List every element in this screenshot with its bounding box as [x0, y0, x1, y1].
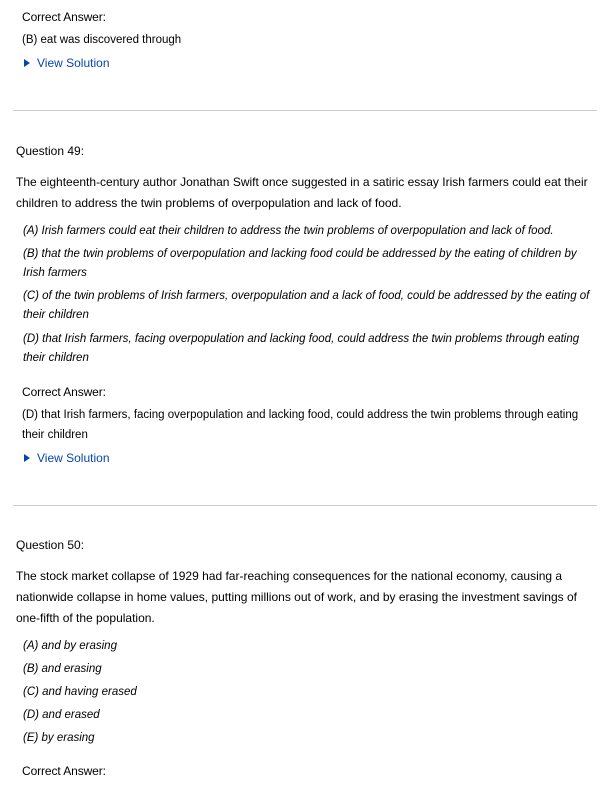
q49-stem: The eighteenth-century author Jonathan Swift once suggested in a satiric essay Irish farmers could eat their children to address the twin problems of overpopulation and lack of food. — [16, 175, 588, 210]
q48-view-solution-toggle[interactable] — [24, 56, 110, 70]
q49-correct-answer-text: (D) that Irish farmers, facing overpopulation and lacking food, could address the twin problems through eating their children — [22, 409, 579, 441]
q50-title: Question 50: — [16, 538, 85, 552]
section-divider — [13, 110, 597, 111]
q48-correct-answer-label: Correct Answer: — [22, 10, 106, 24]
q50-stem: The stock market collapse of 1929 had far-reaching consequences for the national economy, causing a nationwide collapse in home values, putting millions out of work, and by erasing the investment savings of one-fifth of the population. — [16, 569, 577, 625]
q48-view-solution-label: View Solution — [37, 56, 110, 70]
q49-option-d[interactable]: (D) that Irish farmers, facing overpopulation and lacking food, could address the twin problems through eating their children — [23, 333, 580, 364]
q49-option-b[interactable]: (B) that the twin problems of overpopulation and lacking food could be addressed by the eating of children by Irish farmers — [23, 248, 577, 279]
q49-view-solution-toggle[interactable] — [24, 451, 110, 465]
q50-option-e[interactable]: (E) by erasing — [23, 732, 95, 744]
q49-correct-answer-label: Correct Answer: — [22, 385, 106, 399]
q50-option-b[interactable]: (B) and erasing — [23, 663, 102, 675]
q50-option-a[interactable]: (A) and by erasing — [23, 640, 117, 652]
q49-option-c[interactable]: (C) of the twin problems of Irish farmers, overpopulation and a lack of food, could be addressed by the eating of their children — [23, 290, 590, 321]
q50-option-c[interactable]: (C) and having erased — [23, 686, 137, 698]
q50-correct-answer-label: Correct Answer: — [22, 764, 106, 778]
q49-option-a[interactable]: (A) Irish farmers could eat their children to address the twin problems of overpopulation and lack of food. — [23, 225, 554, 237]
disclosure-triangle-icon — [24, 454, 30, 462]
q50-option-d[interactable]: (D) and erased — [23, 709, 100, 721]
disclosure-triangle-icon — [24, 59, 30, 67]
section-divider — [13, 505, 597, 506]
q48-correct-answer-text: (B) eat was discovered through — [22, 34, 182, 46]
q49-title: Question 49: — [16, 144, 85, 158]
q49-view-solution-label: View Solution — [37, 451, 110, 465]
